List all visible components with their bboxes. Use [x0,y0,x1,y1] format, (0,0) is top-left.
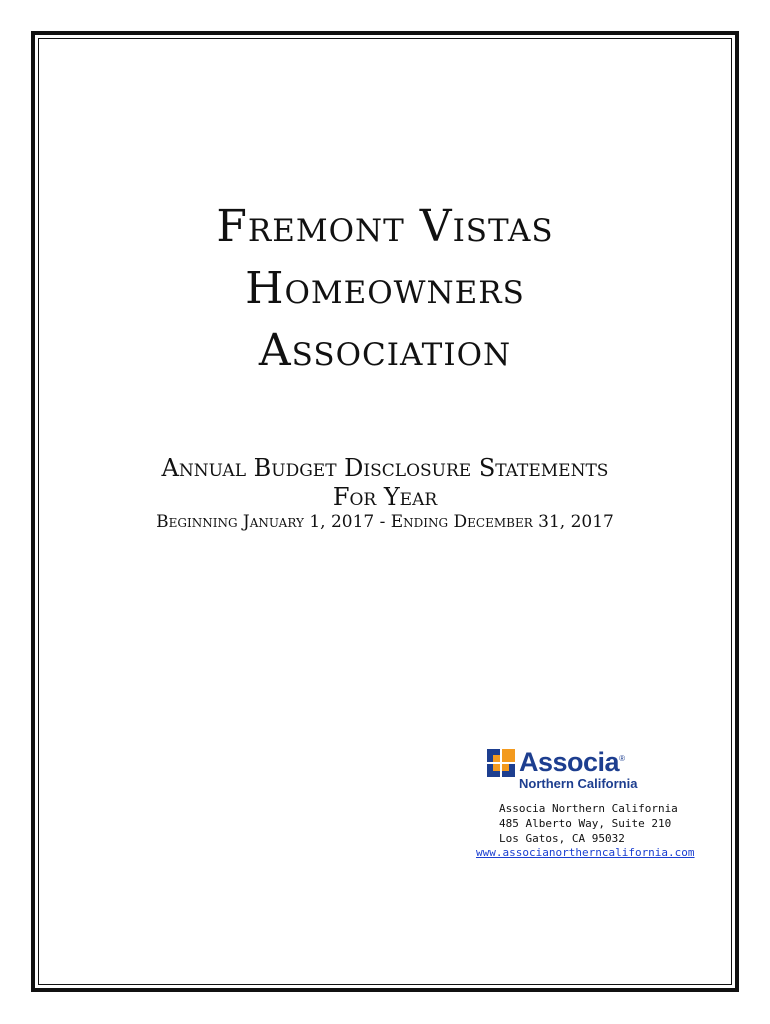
subtitle-date-range: Beginning January 1, 2017 - Ending December 31, 2017 [156,512,614,532]
associa-logo-icon [487,749,517,779]
company-name: Associa Northern California [499,802,678,815]
website-link[interactable]: www.associanortherncalifornia.com [476,846,695,859]
subtitle-line-2: For Year [332,483,438,511]
title-line-1: Fremont Vistas [216,201,554,252]
title-line-3: Association [258,325,512,376]
subtitle-line-1: Annual Budget Disclosure Statements [161,454,609,482]
logo-name: Associa® [519,747,625,777]
city-state-zip: Los Gatos, CA 95032 [499,832,625,845]
associa-logo [487,749,657,793]
logo-region: Northern California [519,776,638,791]
contact-address [499,801,678,846]
title-line-2: Homeowners [245,263,525,314]
street-address: 485 Alberto Way, Suite 210 [499,817,672,830]
